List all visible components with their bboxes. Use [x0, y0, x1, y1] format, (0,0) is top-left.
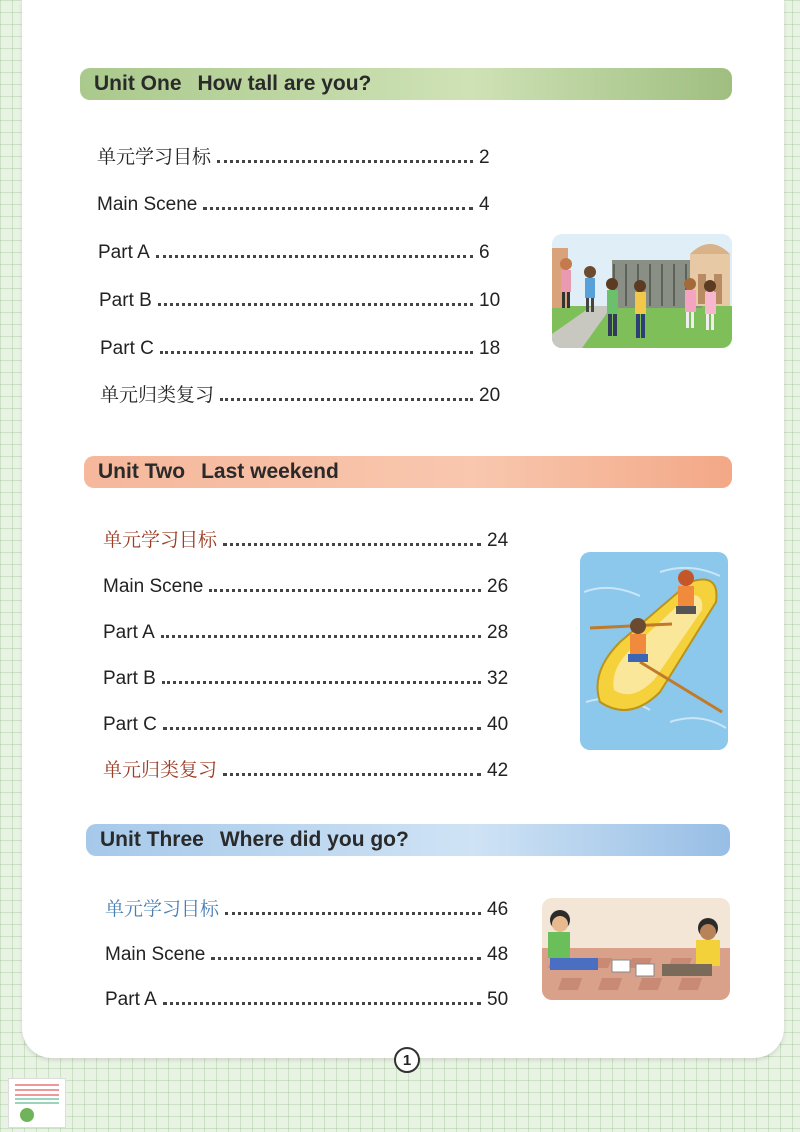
toc-page: 6	[479, 242, 490, 263]
toc-row[interactable]	[103, 526, 513, 552]
toc-label: 单元学习目标	[103, 530, 218, 551]
dot-leader	[223, 543, 481, 546]
toc-row[interactable]	[105, 940, 513, 966]
toc-row[interactable]	[100, 334, 505, 360]
dot-leader	[217, 160, 473, 163]
toc-page: 2	[479, 147, 490, 168]
toc-label: 单元归类复习	[103, 760, 218, 781]
dot-leader	[162, 681, 481, 684]
toc-label: 单元归类复习	[100, 385, 215, 406]
dot-leader	[225, 912, 481, 915]
dot-leader	[158, 303, 473, 306]
dot-leader	[209, 589, 481, 592]
unit-one-title: How tall are you?	[197, 72, 372, 95]
unit-three-label: Unit Three	[100, 828, 204, 851]
toc-label: Part A	[105, 989, 157, 1010]
toc-page: 50	[487, 989, 509, 1010]
toc-page: 24	[487, 530, 509, 551]
toc-page: 48	[487, 944, 509, 965]
children-picnic-illustration	[542, 898, 730, 1000]
toc-label: Part A	[98, 242, 150, 263]
toc-label: Main Scene	[103, 576, 204, 597]
toc-row[interactable]	[103, 572, 513, 598]
toc-row[interactable]	[98, 238, 505, 264]
toc-page: 32	[487, 668, 509, 689]
toc-row[interactable]	[105, 985, 513, 1011]
unit-one-banner	[80, 68, 732, 100]
unit-two-label: Unit Two	[98, 460, 186, 483]
toc-label: Main Scene	[105, 944, 206, 965]
toc-row[interactable]	[103, 710, 513, 736]
boat-illustration	[580, 552, 728, 750]
toc-row[interactable]	[103, 618, 513, 644]
dot-leader	[163, 1002, 481, 1005]
dot-leader	[161, 635, 481, 638]
page-number: 1	[394, 1047, 420, 1073]
unit-two-title: Last weekend	[201, 460, 339, 483]
toc-page: 20	[479, 385, 501, 406]
dot-leader	[211, 957, 481, 960]
dot-leader	[160, 351, 473, 354]
toc-label: 单元学习目标	[97, 147, 212, 168]
toc-row[interactable]	[103, 756, 513, 782]
toc-row[interactable]	[99, 286, 505, 312]
unit-three-title: Where did you go?	[219, 828, 409, 851]
toc-page: 10	[479, 290, 501, 311]
toc-page: 26	[487, 576, 509, 597]
publisher-stamp	[8, 1078, 66, 1128]
unit-three-banner	[86, 824, 730, 856]
toc-page: 40	[487, 714, 509, 735]
toc-page: 42	[487, 760, 509, 781]
dot-leader	[223, 773, 481, 776]
toc-row[interactable]	[103, 664, 513, 690]
unit-two-banner	[84, 456, 732, 488]
toc-label: Part A	[103, 622, 155, 643]
dot-leader	[220, 398, 473, 401]
unit-one-label: Unit One	[94, 72, 182, 95]
toc-row[interactable]	[100, 381, 505, 407]
toc-page: 4	[479, 194, 490, 215]
toc-label: Part B	[99, 290, 152, 311]
toc-row[interactable]	[97, 190, 505, 216]
toc-label: Part B	[103, 668, 156, 689]
dot-leader	[156, 255, 473, 258]
dot-leader	[203, 207, 473, 210]
toc-label: Part C	[103, 714, 157, 735]
playground-illustration	[552, 234, 732, 348]
toc-row[interactable]	[105, 895, 513, 921]
toc-page: 18	[479, 338, 501, 359]
toc-label: Main Scene	[97, 194, 198, 215]
dot-leader	[163, 727, 481, 730]
toc-row[interactable]	[97, 143, 505, 169]
toc-label: 单元学习目标	[105, 899, 220, 920]
toc-label: Part C	[100, 338, 154, 359]
toc-page: 28	[487, 622, 509, 643]
toc-page: 46	[487, 899, 509, 920]
